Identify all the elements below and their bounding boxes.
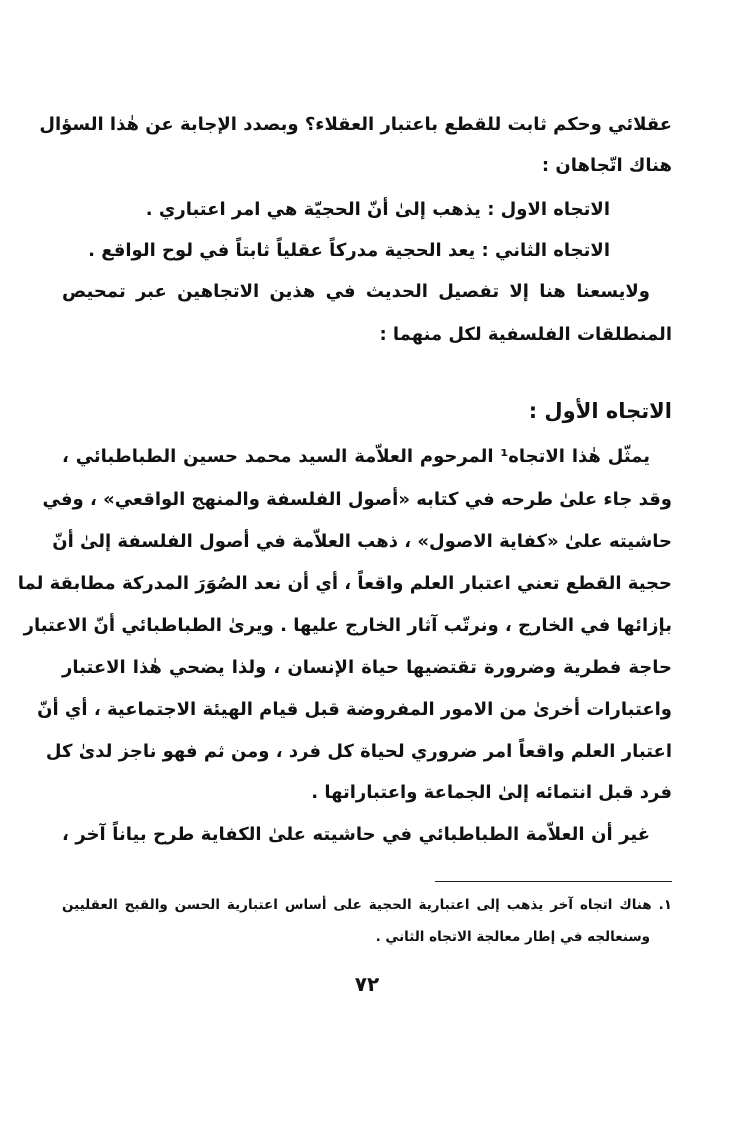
- text-line: واعتبارات أخرىٰ من الامور المفروضة قبل قيام الهيئة الاجتماعية ، أي أنّ: [37, 699, 672, 720]
- footnote-line: وسنعالجه في إطار معالجة الاتجاه الثاني .: [375, 929, 650, 945]
- page-number: ٧٢: [354, 972, 380, 996]
- text-line: الاتجاه الثاني : يعد الحجية مدركاً عقلياً ثابتاً في لوح الواقع .: [88, 240, 610, 261]
- text-line: اعتبار العلم واقعاً امر ضروري لحياة كل فرد ، ومن ثم فهو ناجز لدىٰ كل: [45, 741, 672, 762]
- section-heading: الاتجاه الأول :: [528, 399, 672, 423]
- text-line: يمثّل هٰذا الاتجاه¹ المرحوم العلاّمة السيد محمد حسين الطباطبائي ،: [62, 446, 650, 467]
- text-line: هناك اتّجاهان :: [541, 155, 672, 176]
- text-line: فرد قبل انتمائه إلىٰ الجماعة واعتباراتها .: [311, 782, 672, 803]
- text-line: حاجة فطرية وضرورة تقتضيها حياة الإنسان ، ولذا يضحي هٰذا الاعتبار: [62, 657, 672, 678]
- text-line: حجية القطع تعني اعتبار العلم واقعاً ، أي أن نعد الصُوَرَ المدركة مطابقة لما: [17, 573, 672, 594]
- text-line: وقد جاء علىٰ طرحه في كتابه «أصول الفلسفة والمنهج الواقعي» ، وفي: [42, 489, 672, 510]
- text-line: عقلائي وحكم ثابت للقطع باعتبار العقلاء؟ وبصدد الإجابة عن هٰذا السؤال: [39, 114, 672, 135]
- text-line: حاشيته علىٰ «كفاية الاصول» ، ذهب العلاّمة في أصول الفلسفة إلىٰ أنّ: [52, 531, 672, 552]
- text-line: المنطلقات الفلسفية لكل منهما :: [379, 324, 672, 345]
- text-line: غير أن العلاّمة الطباطبائي في حاشيته علىٰ الكفاية طرح بياناً آخر ،: [62, 824, 650, 845]
- text-line: ولايسعنا هنا إلا تفصيل الحديث في هذين الاتجاهين عبر تمحيص: [62, 281, 650, 302]
- footnote-line: ١. هناك اتجاه آخر يذهب إلى اعتبارية الحجية على أساس اعتبارية الحسن والقبح العقليين: [62, 897, 672, 913]
- text-line: الاتجاه الاول : يذهب إلىٰ أنّ الحجيّة هي امر اعتباري .: [145, 199, 610, 220]
- text-line: بإزائها في الخارج ، ونرتّب آثار الخارج عليها . ويرىٰ الطباطبائي أنّ الاعتبار: [23, 615, 672, 636]
- footnote-divider: [435, 881, 672, 882]
